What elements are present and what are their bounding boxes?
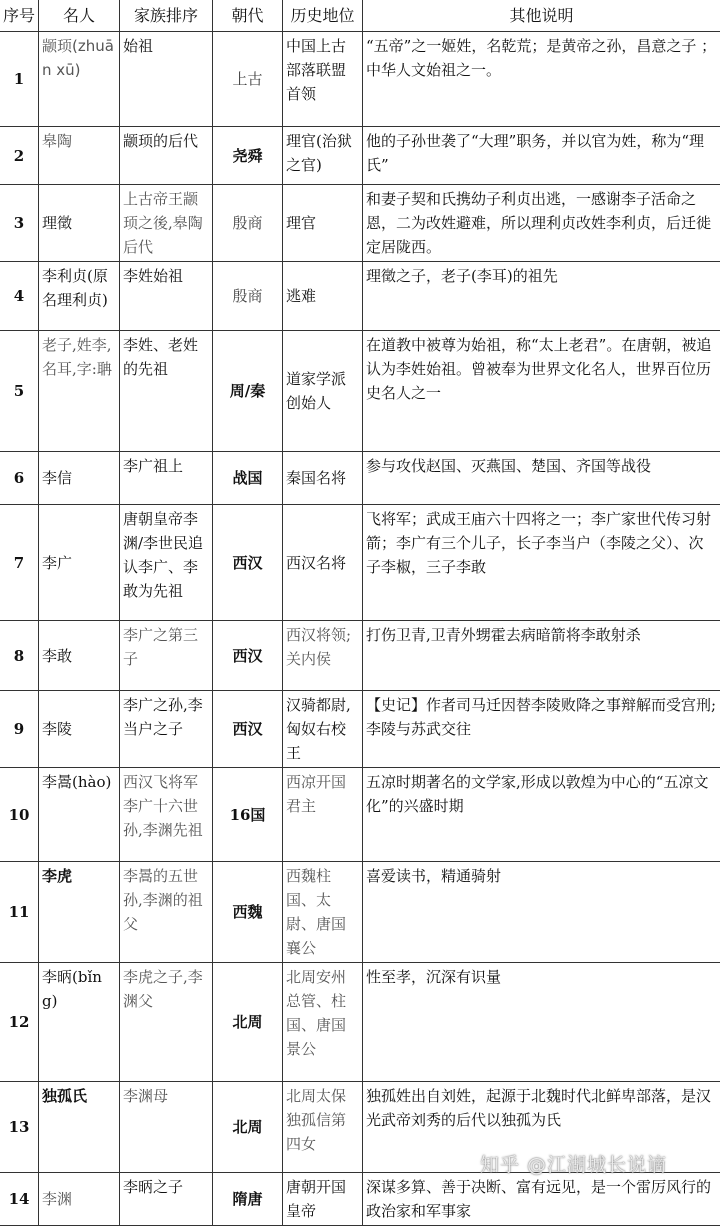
- cell-dynasty: 16国: [213, 768, 283, 862]
- cell-notes: 性至孝，沉深有识量: [363, 963, 720, 1082]
- table-row: [0, 963, 720, 1082]
- cell-dynasty: 周/秦: [213, 331, 283, 452]
- cell-notes: 五凉时期著名的文学家,形成以敦煌为中心的“五凉文化”的兴盛时期: [363, 768, 720, 862]
- cell-name: 老子,姓李,名耳,字:聃: [39, 331, 120, 452]
- cell-notes: 理徵之子，老子(李耳)的祖先: [363, 262, 720, 331]
- cell-name: 皋陶: [39, 127, 120, 185]
- cell-name: 李信: [39, 452, 120, 505]
- cell-dynasty: 隋唐: [213, 1173, 283, 1226]
- cell-notes: 深谋多算、善于决断、富有远见，是一个雷厉风行的政治家和军事家: [363, 1173, 720, 1226]
- cell-status: 中国上古部落联盟首领: [283, 32, 363, 127]
- cell-family: 李广之孙,李当户之子: [120, 691, 213, 768]
- cell-dynasty: 西汉: [213, 505, 283, 621]
- cell-family: 李广祖上: [120, 452, 213, 505]
- cell-family: 李虎之子,李渊父: [120, 963, 213, 1082]
- cell-status: 理官(治狱之官): [283, 127, 363, 185]
- cell-no: 3: [0, 185, 39, 262]
- cell-notes: 他的子孙世袭了“大理”职务，并以官为姓，称为“理氏”: [363, 127, 720, 185]
- cell-name: 李陵: [39, 691, 120, 768]
- cell-name: 李利贞(原名理利贞): [39, 262, 120, 331]
- cell-status: 北周太保独孤信第四女: [283, 1082, 363, 1173]
- cell-no: 9: [0, 691, 39, 768]
- table-row: [0, 127, 720, 185]
- header-family: 家族排序: [120, 0, 213, 32]
- cell-status: 道家学派创始人: [283, 331, 363, 452]
- header-dynasty: 朝代: [213, 0, 283, 32]
- cell-name: 理徵: [39, 185, 120, 262]
- table-row: [0, 185, 720, 262]
- table-row: [0, 452, 720, 505]
- cell-dynasty: 尧舜: [213, 127, 283, 185]
- cell-status: 秦国名将: [283, 452, 363, 505]
- cell-no: 10: [0, 768, 39, 862]
- cell-status: 西汉名将: [283, 505, 363, 621]
- cell-no: 4: [0, 262, 39, 331]
- cell-name: 颛顼(zhuān xū): [39, 32, 120, 127]
- cell-no: 14: [0, 1173, 39, 1226]
- cell-family: 颛顼的后代: [120, 127, 213, 185]
- cell-notes: 喜爱读书，精通骑射: [363, 862, 720, 963]
- cell-dynasty: 北周: [213, 963, 283, 1082]
- header-notes: 其他说明: [363, 0, 720, 32]
- header-no: 序号: [0, 0, 39, 32]
- cell-notes: 【史记】作者司马迁因替李陵败降之事辩解而受宫刑;李陵与苏武交往: [363, 691, 720, 768]
- cell-no: 7: [0, 505, 39, 621]
- cell-status: 西魏柱国、太尉、唐国襄公: [283, 862, 363, 963]
- cell-dynasty: 北周: [213, 1082, 283, 1173]
- cell-family: 李广之第三子: [120, 621, 213, 691]
- cell-no: 1: [0, 32, 39, 127]
- table-row: [0, 621, 720, 691]
- cell-notes: 打伤卫青,卫青外甥霍去病暗箭将李敢射杀: [363, 621, 720, 691]
- cell-notes: 在道教中被尊为始祖，称“太上老君”。在唐朝，被追认为李姓始祖。曾被奉为世界文化名人，世界百位历史名人之一: [363, 331, 720, 452]
- cell-name: 李昞(bǐng): [39, 963, 120, 1082]
- cell-notes: “五帝”之一姬姓，名乾荒；是黄帝之孙，昌意之子 ；中华人文始祖之一。: [363, 32, 720, 127]
- header-name: 名人: [39, 0, 120, 32]
- table-row: [0, 331, 720, 452]
- cell-name: 李暠(hào): [39, 768, 120, 862]
- table-row: [0, 768, 720, 862]
- cell-status: 西凉开国君主: [283, 768, 363, 862]
- cell-name: 独孤氏: [39, 1082, 120, 1173]
- table-row: [0, 1082, 720, 1173]
- cell-dynasty: 上古: [213, 32, 283, 127]
- cell-family: 李姓始祖: [120, 262, 213, 331]
- cell-family: 李姓、老姓的先祖: [120, 331, 213, 452]
- cell-no: 6: [0, 452, 39, 505]
- cell-notes: 和妻子契和氏携幼子利贞出逃，一感谢李子活命之恩，二为改姓避难，所以理利贞改姓李利贞，后迁徙定居陇西。: [363, 185, 720, 262]
- cell-name: 李渊: [39, 1173, 120, 1226]
- table-row: [0, 862, 720, 963]
- cell-name: 李虎: [39, 862, 120, 963]
- cell-family: 李渊母: [120, 1082, 213, 1173]
- cell-no: 13: [0, 1082, 39, 1173]
- cell-dynasty: 殷商: [213, 262, 283, 331]
- cell-notes: 独孤姓出自刘姓，起源于北魏时代北鲜卑部落，是汉光武帝刘秀的后代以独孤为氏: [363, 1082, 720, 1173]
- table-row: [0, 32, 720, 127]
- cell-status: 北周安州总管、柱国、唐国景公: [283, 963, 363, 1082]
- cell-no: 11: [0, 862, 39, 963]
- cell-family: 西汉飞将军李广十六世孙,李渊先祖: [120, 768, 213, 862]
- cell-family: 唐朝皇帝李渊/李世民追认李广、李敢为先祖: [120, 505, 213, 621]
- watermark: 知乎 @江湖城长说谪: [480, 1150, 667, 1177]
- table-row: [0, 1173, 720, 1226]
- table-row: [0, 262, 720, 331]
- cell-dynasty: 西汉: [213, 621, 283, 691]
- header-status: 历史地位: [283, 0, 363, 32]
- cell-status: 理官: [283, 185, 363, 262]
- cell-dynasty: 西汉: [213, 691, 283, 768]
- cell-family: 上古帝王颛顼之後,皋陶后代: [120, 185, 213, 262]
- cell-dynasty: 西魏: [213, 862, 283, 963]
- cell-notes: 参与攻伐赵国、灭燕国、楚国、齐国等战役: [363, 452, 720, 505]
- cell-no: 5: [0, 331, 39, 452]
- cell-status: 汉骑都尉,匈奴右校王: [283, 691, 363, 768]
- cell-family: 始祖: [120, 32, 213, 127]
- cell-no: 2: [0, 127, 39, 185]
- cell-dynasty: 殷商: [213, 185, 283, 262]
- cell-family: 李昞之子: [120, 1173, 213, 1226]
- cell-notes: 飞将军；武成王庙六十四将之一；李广家世代传习射箭；李广有三个儿子，长子李当户（李陵之父）、次子李椒，三子李敢: [363, 505, 720, 621]
- cell-family: 李暠的五世孙,李渊的祖父: [120, 862, 213, 963]
- cell-no: 8: [0, 621, 39, 691]
- cell-name: 李敢: [39, 621, 120, 691]
- cell-status: 西汉将领;关内侯: [283, 621, 363, 691]
- cell-status: 逃难: [283, 262, 363, 331]
- cell-no: 12: [0, 963, 39, 1082]
- cell-dynasty: 战国: [213, 452, 283, 505]
- cell-name: 李广: [39, 505, 120, 621]
- table-row: [0, 691, 720, 768]
- table-row: [0, 505, 720, 621]
- header-row: [0, 0, 720, 32]
- cell-status: 唐朝开国皇帝: [283, 1173, 363, 1226]
